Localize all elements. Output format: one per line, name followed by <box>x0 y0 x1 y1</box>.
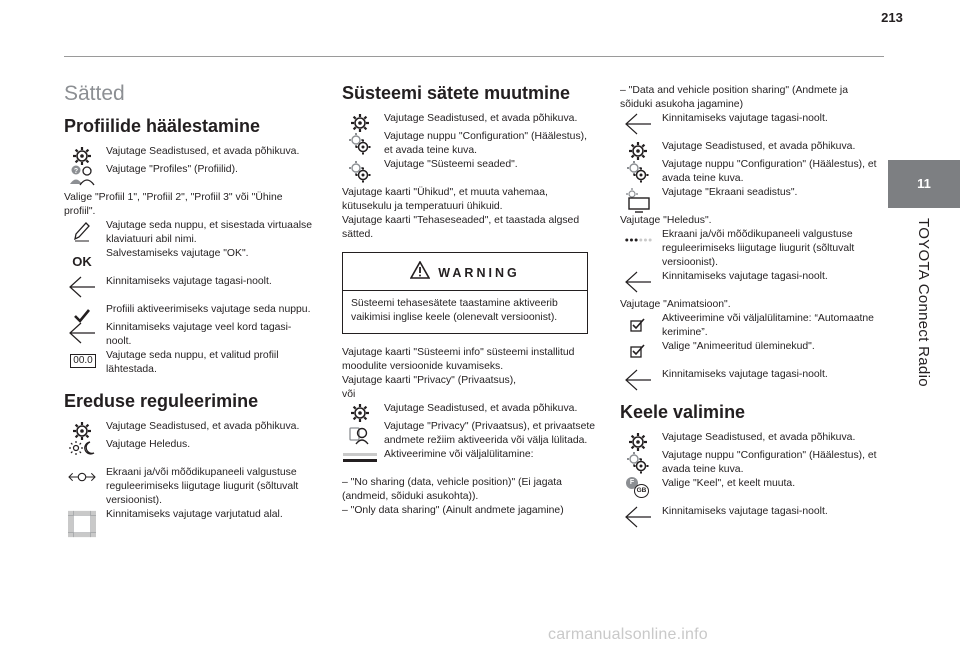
no-sharing-text: – "No sharing (data, vehicle position)" (Ei jagata (andmeid, sõiduki asukohta)). <box>342 477 562 502</box>
warning-box <box>342 252 588 334</box>
step-shaded: Kinnitamiseks vajutage varjutatud alal. <box>64 508 314 526</box>
step-profiles: ? Vajutage "Profiles" (Profiilid). <box>64 163 314 181</box>
back-arrow-icon <box>624 506 652 530</box>
step-toggle: Aktiveerimine või väljalülitamine: <box>342 448 598 466</box>
step-back-2: Kinnitamiseks vajutage veel kord tagasi-noolt. <box>64 321 314 349</box>
step-system-settings: Vajutage "Süsteemi seaded". <box>342 158 598 176</box>
step-save: OK Salvestamiseks vajutage "OK". <box>64 247 314 265</box>
step-back-4: Kinnitamiseks vajutage tagasi-noolt. <box>620 270 878 288</box>
step-privacy: Vajutage "Privacy" (Privaatsus), et privaatsete andmete režiim aktiveerida või välja lülitada. <box>342 420 598 448</box>
or-text: või <box>342 389 356 400</box>
toggle-icon <box>342 452 378 476</box>
step-back-3: Kinnitamiseks vajutage tagasi-noolt. <box>620 112 878 130</box>
step-configuration-3: Vajutage nuppu "Configuration" (Häälestus), et avada teine kuva. <box>620 449 878 477</box>
configuration-icon <box>346 159 374 183</box>
brightness-choose-text: Vajutage "Heledus". <box>620 215 712 226</box>
animation-text: Vajutage "Animatsioon". <box>620 299 731 310</box>
language-icon: F GB <box>624 477 652 501</box>
heading-system-settings: Süsteemi sätete muutmine <box>342 83 571 103</box>
step-brightness: Vajutage Heledus. <box>64 438 314 456</box>
step-settings-5: Vajutage Seadistused, et avada põhikuva. <box>620 140 878 158</box>
step-configuration-2: Vajutage nuppu "Configuration" (Häälestus), et avada teine kuva. <box>620 158 878 186</box>
privacy-icon <box>346 421 374 445</box>
top-rule <box>64 56 884 57</box>
column-3 <box>620 84 878 523</box>
watermark: carmanualsonline.info <box>548 626 708 643</box>
page-number: 213 <box>881 10 903 25</box>
step-language: F GB Valige "Keel", et keelt muuta. <box>620 477 878 495</box>
heading-brightness: Ereduse reguleerimine <box>64 391 259 411</box>
data-vehicle-sharing-text: – "Data and vehicle position sharing" (Andmete ja sõiduki asukoha jagamine) <box>620 85 849 110</box>
configuration-icon <box>346 131 374 155</box>
heading-language: Keele valimine <box>620 402 746 422</box>
screen-settings-icon <box>624 187 652 211</box>
warning-triangle-icon <box>410 261 430 284</box>
step-transitions: Valige "Animeeritud üleminekud". <box>620 340 878 358</box>
step-back-1: Kinnitamiseks vajutage tagasi-noolt. <box>64 275 314 293</box>
column-2 <box>342 62 598 518</box>
warning-text: Süsteemi tehasesätete taastamine aktiveerib vaikimisi inglise keele (olenevalt versioonist). <box>343 290 587 325</box>
profile-icon <box>68 164 96 188</box>
step-settings-4: Vajutage Seadistused, et avada põhikuva. <box>342 402 598 420</box>
warning-header <box>343 253 587 290</box>
step-back-6: Kinnitamiseks vajutage tagasi-noolt. <box>620 505 878 523</box>
step-settings-6: Vajutage Seadistused, et avada põhikuva. <box>620 431 878 449</box>
checkbox-icon <box>624 344 652 368</box>
configuration-icon <box>624 450 652 474</box>
back-arrow-icon <box>68 322 96 346</box>
warning-title: WARNING <box>438 265 520 280</box>
back-arrow-icon <box>68 276 96 300</box>
svg-text:?: ? <box>73 168 79 175</box>
choose-profile-text: Valige "Profiil 1", "Profiil 2", "Profiil 3" või "Ühine profiil". <box>64 192 283 217</box>
shaded-area-icon <box>68 509 96 533</box>
step-auto-scroll: Aktiveerimine või väljalülitamine: “Automaatne kerimine”. <box>620 312 878 340</box>
step-settings-2: Vajutage Seadistused, et avada põhikuva. <box>64 420 314 438</box>
configuration-icon <box>624 159 652 183</box>
chapter-tab: 11 <box>888 160 960 208</box>
step-name: Vajutage seda nuppu, et sisestada virtuaalse klaviatuuri abil nimi. <box>64 219 314 247</box>
step-reset: 00.0 Vajutage seda nuppu, et valitud profiil lähtestada. <box>64 349 314 377</box>
units-text: Vajutage kaarti "Ühikud", et muuta vahemaa, kütusekulu ja temperatuuri ühikuid. <box>342 187 548 212</box>
section-title-settings: Sätted <box>64 82 125 105</box>
slider-icon <box>68 470 96 494</box>
step-screen-settings: Vajutage "Ekraani seadistus". <box>620 186 878 204</box>
only-data-text: – "Only data sharing" (Ainult andmete jagamine) <box>342 505 564 516</box>
privacy-tab-text: Vajutage kaarti "Privacy" (Privaatsus), <box>342 375 517 386</box>
step-settings: Vajutage Seadistused, et avada põhikuva. <box>64 145 314 163</box>
ok-icon: OK <box>72 254 92 269</box>
system-info-text: Vajutage kaarti "Süsteemi info" süsteemi installitud moodulite versioonide kuvamiseks. <box>342 347 575 372</box>
step-slider: Ekraani ja/või mõõdikupaneeli valgustuse reguleerimiseks liigutage liugurit (sõltuvalt versioonist). <box>64 466 314 508</box>
column-1 <box>64 62 314 526</box>
step-back-5: Kinnitamiseks vajutage tagasi-noolt. <box>620 368 878 386</box>
step-configuration: Vajutage nuppu "Configuration" (Häälestus), et avada teine kuva. <box>342 130 598 158</box>
factory-text: Vajutage kaarti "Tehaseseaded", et taastada algsed sätted. <box>342 215 580 240</box>
step-activate: Profiili aktiveerimiseks vajutage seda nuppu. <box>64 303 314 321</box>
brightness-slider-icon <box>624 236 652 260</box>
heading-profiles: Profiilide häälestamine <box>64 116 261 136</box>
brightness-icon <box>68 439 96 463</box>
chapter-title-text: TOYOTA Connect Radio <box>915 218 932 387</box>
back-arrow-icon <box>624 113 652 137</box>
checkbox-icon <box>624 318 652 342</box>
reset-icon: 00.0 <box>66 354 100 378</box>
chapter-title <box>884 210 960 470</box>
pencil-icon <box>68 220 96 244</box>
step-slider-2: Ekraani ja/või mõõdikupaneeli valgustuse reguleerimiseks liigutage liugurit (sõltuvalt versioonist). <box>620 228 878 270</box>
step-settings-3: Vajutage Seadistused, et avada põhikuva. <box>342 112 598 130</box>
back-arrow-icon <box>624 369 652 393</box>
back-arrow-icon <box>624 271 652 295</box>
